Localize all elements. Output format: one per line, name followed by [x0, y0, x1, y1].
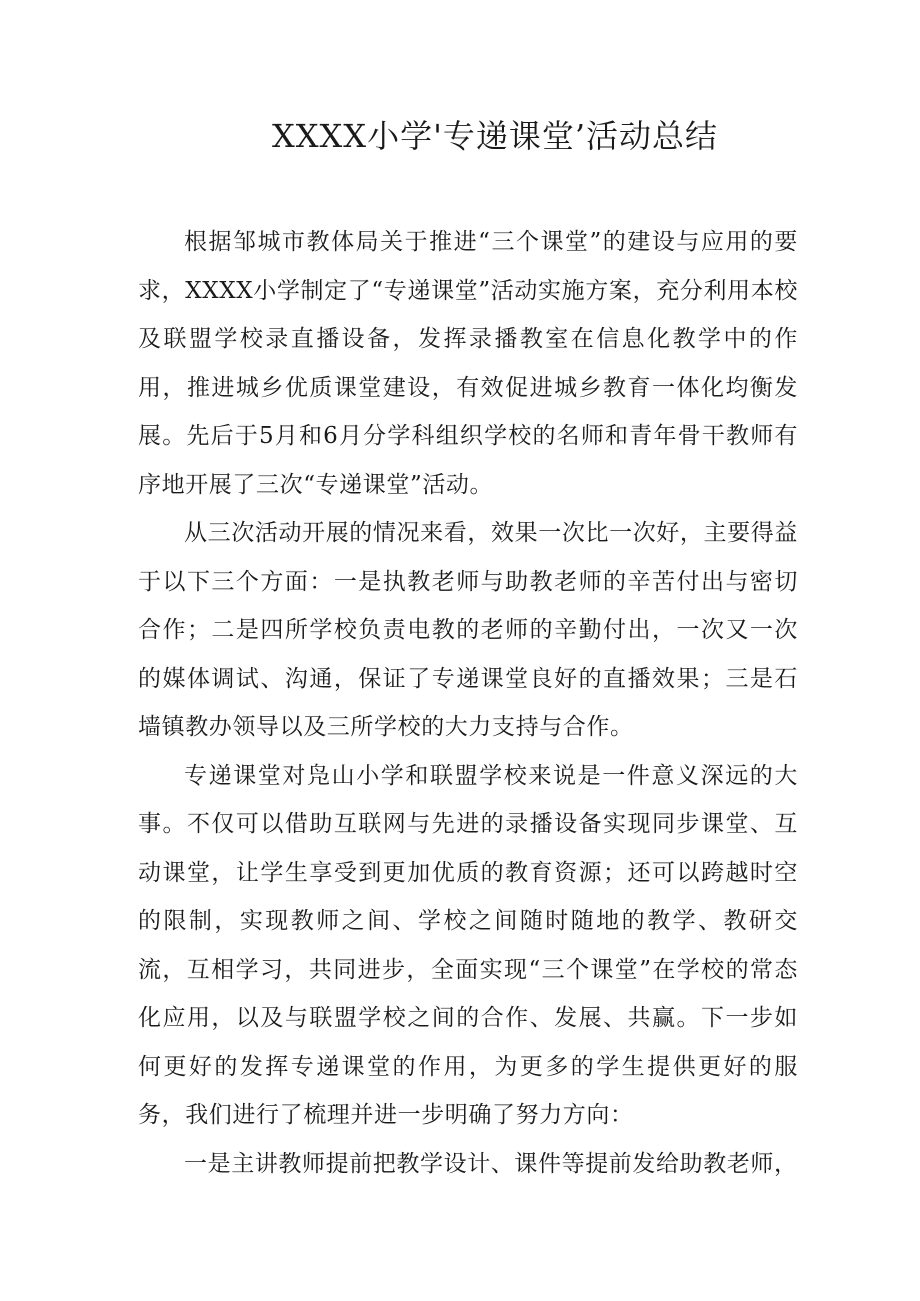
- document-title: XXXX小学'专递课堂’活动总结: [271, 117, 719, 155]
- document-body: [138, 218, 798, 1188]
- paragraph-2: 从三次活动开展的情况来看，效果一次比一次好，主要得益于以下三个方面：一是执教老师与助教老师的辛苦付出与密切合作；二是四所学校负责电教的老师的辛勤付出，一次又一次的媒体调试、沟通，保证了专递课堂良好的直播效果；三是石墙镇教办领导以及三所学校的大力支持与合作。: [138, 520, 798, 740]
- paragraph-4: 一是主讲教师提前把教学设计、课件等提前发给助教老师，: [184, 1150, 798, 1177]
- paragraph-1: 根据邹城市教体局关于推进“三个课堂”的建设与应用的要求，XXXX小学制定了“专递课堂”活动实施方案，充分利用本校及联盟学校录直播设备，发挥录播教室在信息化教学中的作用，推进城乡优质课堂建设，有效促进城乡教育一体化均衡发展。先后于5月和6月分学科组织学校的名师和青年骨干教师有序地开展了三次“专递课堂”活动。: [138, 229, 798, 498]
- paragraph-3: 专递课堂对凫山小学和联盟学校来说是一件意义深远的大事。不仅可以借助互联网与先进的录播设备实现同步课堂、互动课堂，让学生享受到更加优质的教育资源；还可以跨越时空的限制，实现教师之间、学校之间随时随地的教学、教研交流，互相学习，共同进步，全面实现“三个课堂”在学校的常态化应用，以及与联盟学校之间的合作、发展、共赢。下一步如何更好的发挥专递课堂的作用，为更多的学生提供更好的服务，我们进行了梳理并进一步明确了努力方向：: [138, 762, 798, 1128]
